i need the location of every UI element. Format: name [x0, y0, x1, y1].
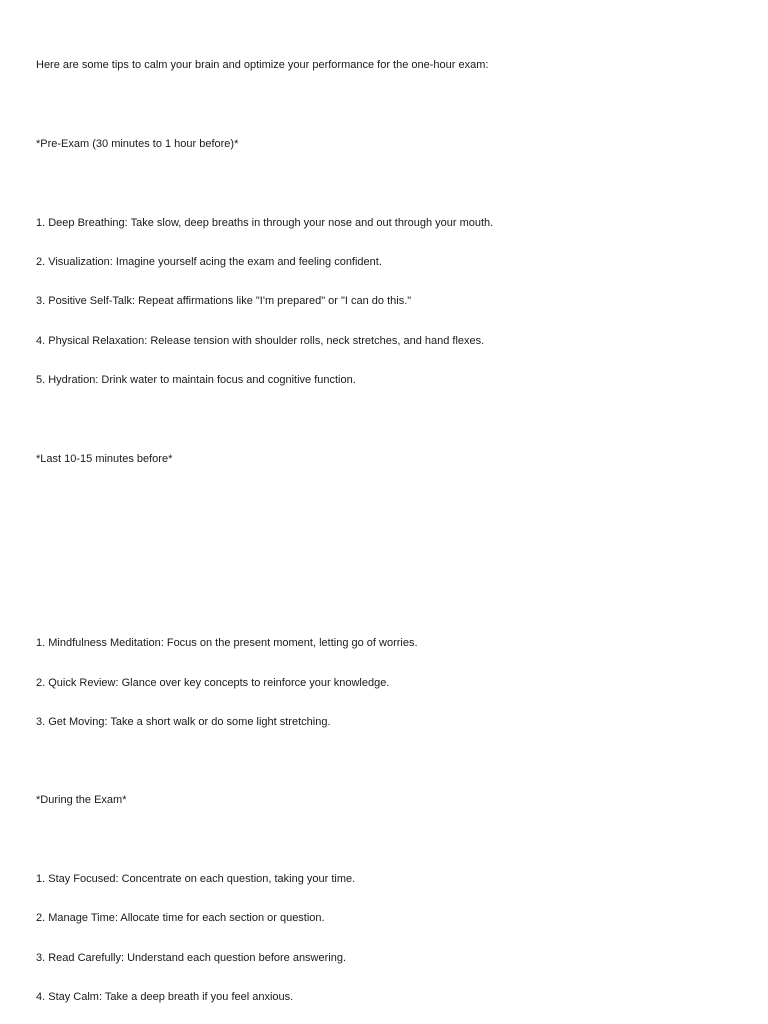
- list-item: 3. Read Carefully: Understand each question before answering.: [36, 952, 347, 964]
- intro-text: Here are some tips to calm your brain and optimize your performance for the one-hour exam:: [36, 59, 489, 71]
- list-item: 1. Mindfulness Meditation: Focus on the present moment, letting go of worries.: [36, 637, 418, 649]
- list-item: 5. Hydration: Drink water to maintain focus and cognitive function.: [36, 374, 356, 386]
- list-item: 3. Get Moving: Take a short walk or do some light stretching.: [36, 716, 331, 728]
- list-item: 2. Quick Review: Glance over key concepts to reinforce your knowledge.: [36, 677, 390, 689]
- list-item: 2. Visualization: Imagine yourself acing the exam and feeling confident.: [36, 256, 382, 268]
- list-item: 1. Stay Focused: Concentrate on each question, taking your time.: [36, 873, 356, 885]
- section-heading-during-exam: *During the Exam*: [36, 794, 127, 806]
- list-item: 4. Stay Calm: Take a deep breath if you feel anxious.: [36, 991, 294, 1003]
- section-heading-pre-exam: *Pre-Exam (30 minutes to 1 hour before)*: [36, 138, 239, 150]
- list-item: 2. Manage Time: Allocate time for each section or question.: [36, 912, 325, 924]
- list-item: 1. Deep Breathing: Take slow, deep breaths in through your nose and out through your mouth.: [36, 217, 494, 229]
- section-heading-last-minutes: *Last 10-15 minutes before*: [36, 453, 173, 465]
- list-item: 4. Physical Relaxation: Release tension with shoulder rolls, neck stretches, and hand flexes.: [36, 335, 485, 347]
- list-item: 3. Positive Self-Talk: Repeat affirmations like "I'm prepared" or "I can do this.": [36, 295, 412, 307]
